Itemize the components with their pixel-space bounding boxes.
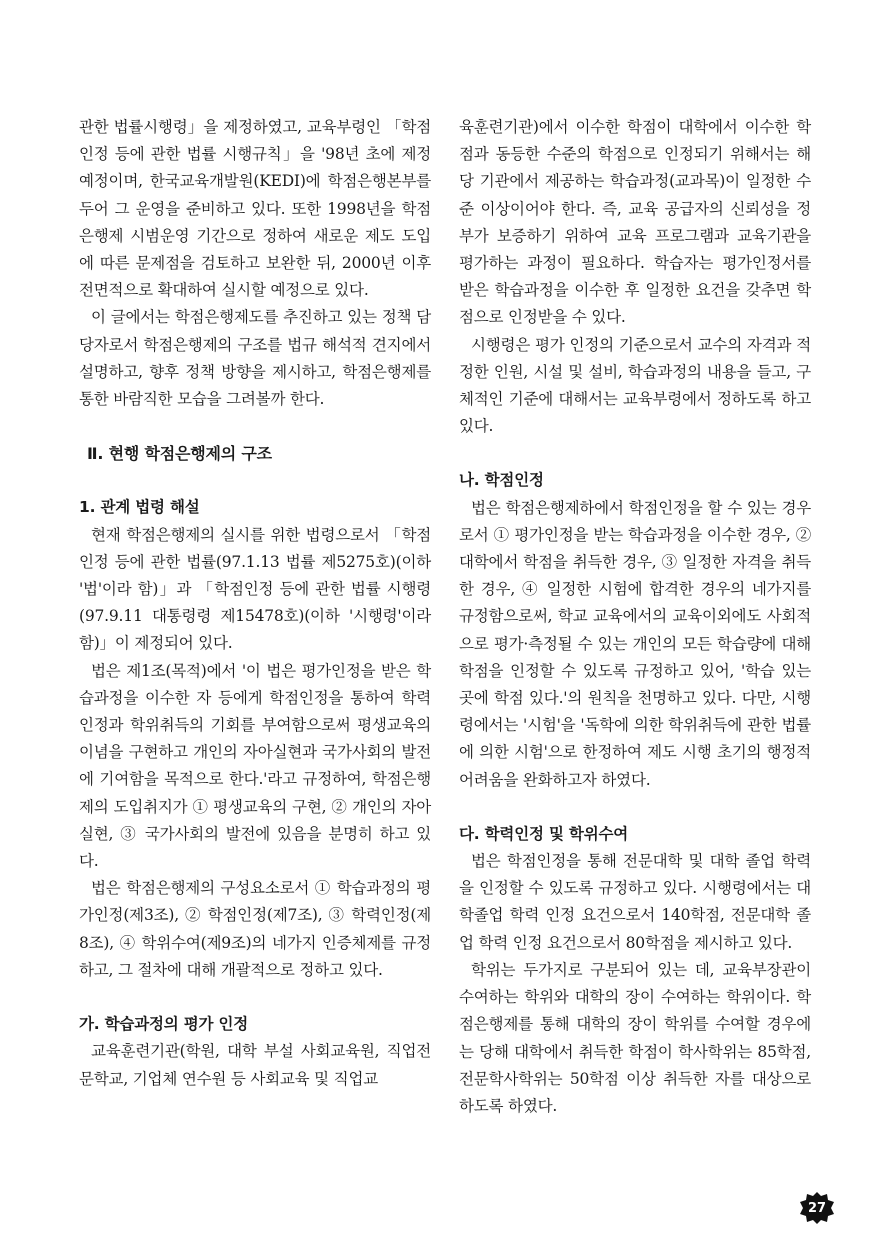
page-number-badge (799, 1191, 835, 1225)
left-column (79, 114, 431, 1093)
paragraph: 법은 학점은행제하에서 학점인정을 할 수 있는 경우로서 ① 평가인정을 받는 학습과정을 이수한 경우, ② 대학에서 학점을 취득한 경우, ③ 일정한 자격을 취득한 경우, ④ 일정한 시험에 합격한 경우의 네가지를 규정함으로써, 학교 교육에서의 교육이외에도 사회적으로 평가·측정될 수 있는 개인의 모든 학습량에 대해 학점을 인정할 수 있도록 규정하고 있어, '학습 있는 곳에 학점 있다.'의 원칙을 천명하고 있다. 다만, 시행령에서는 '시험'을 '독학에 의한 학위취득에 관한 법률에 의한 시험'으로 한정하여 제도 시행 초기의 행정적 어려움을 완화하고자 하였다. (459, 498, 811, 789)
paragraph: 교육훈련기관(학원, 대학 부설 사회교육원, 직업전문학교, 기업체 연수원 등 사회교육 및 직업교 (79, 1042, 431, 1088)
subsection-heading: 1. 관계 법령 해설 (79, 498, 200, 517)
section-heading: Ⅱ. 현행 학점은행제의 구조 (87, 444, 272, 464)
subsection-heading: 나. 학점인정 (459, 471, 544, 490)
paragraph: 현재 학점은행제의 실시를 위한 법령으로서 「학점인정 등에 관한 법률(97.1.13 법률 제5275호)(이하 '법'이라 함)」과 「학점인정 등에 관한 법률 시행령(97.9.11 대통령령 제15478호)(이하 '시행령'이라 함)」이 제정되어 있다. (79, 525, 431, 653)
subsection-heading: 가. 학습과정의 평가 인정 (79, 1015, 249, 1034)
paragraph: 법은 학점인정을 통해 전문대학 및 대학 졸업 학력을 인정할 수 있도록 규정하고 있다. 시행령에서는 대학졸업 학력 인정 요건으로서 140학점, 전문대학 졸업 학력 인정 요건으로서 80학점을 제시하고 있다. (459, 852, 811, 952)
right-column (459, 114, 811, 1120)
paragraph: 법은 학점은행제의 구성요소로서 ① 학습과정의 평가인정(제3조), ② 학점인정(제7조), ③ 학력인정(제8조), ④ 학위수여(제9조)의 네가지 인증체제를 규정하고, 그 절차에 대해 개괄적으로 정하고 있다. (79, 879, 431, 979)
paragraph: 시행령은 평가 인정의 기준으로서 교수의 자격과 적정한 인원, 시설 및 설비, 학습과정의 내용을 들고, 구체적인 기준에 대해서는 교육부령에서 정하도록 하고 있다. (459, 335, 811, 436)
paragraph: 이 글에서는 학점은행제도를 추진하고 있는 정책 담당자로서 학점은행제의 구조를 법규 해석적 견지에서 설명하고, 향후 정책 방향을 제시하고, 학점은행제를 통한 바람직한 모습을 그려볼까 한다. (79, 308, 431, 409)
paragraph: 육훈련기관)에서 이수한 학점이 대학에서 이수한 학점과 동등한 수준의 학점으로 인정되기 위해서는 해당 기관에서 제공하는 학습과정(교과목)이 일정한 수준 이상이어야 한다. 즉, 교육 공급자의 신뢰성을 정부가 보증하기 위하여 교육 프로그램과 교육기관을 평가하는 과정이 필요하다. 학습자는 평가인정서를 받은 학습과정을 이수한 후 일정한 요건을 갖추면 학점으로 인정받을 수 있다. (459, 118, 811, 327)
paragraph: 학위는 두가지로 구분되어 있는 데, 교육부장관이 수여하는 학위와 대학의 장이 수여하는 학위이다. 학점은행제를 통해 대학의 장이 학위를 수여할 경우에는 당해 대학에서 취득한 학점이 학사학위는 85학점, 전문학사학위는 50학점 이상 취득한 자를 대상으로 하도록 하였다. (459, 960, 811, 1115)
page-number: 27 (807, 1200, 827, 1216)
subsection-heading: 다. 학력인정 및 학위수여 (459, 824, 629, 843)
paragraph: 관한 법률시행령」을 제정하였고, 교육부령인 「학점인정 등에 관한 법률 시행규칙」을 '98년 초에 제정 예정이며, 한국교육개발원(KEDI)에 학점은행본부를 두어 그 운영을 준비하고 있다. 또한 1998년을 학점은행제 시범운영 기간으로 정하여 새로운 제도 도입에 따른 문제점을 검토하고 보완한 뒤, 2000년 이후 전면적으로 확대하여 실시할 예정으로 있다. (79, 118, 431, 300)
paragraph: 법은 제1조(목적)에서 '이 법은 평가인정을 받은 학습과정을 이수한 자 등에게 학점인정을 통하여 학력인정과 학위취득의 기회를 부여함으로써 평생교육의 이념을 구현하고 개인의 자아실현과 국가사회의 발전에 기여함을 목적으로 한다.'라고 규정하여, 학점은행제의 도입취지가 ① 평생교육의 구현, ② 개인의 자아실현, ③ 국가사회의 발전에 있음을 분명히 하고 있다. (79, 661, 431, 871)
